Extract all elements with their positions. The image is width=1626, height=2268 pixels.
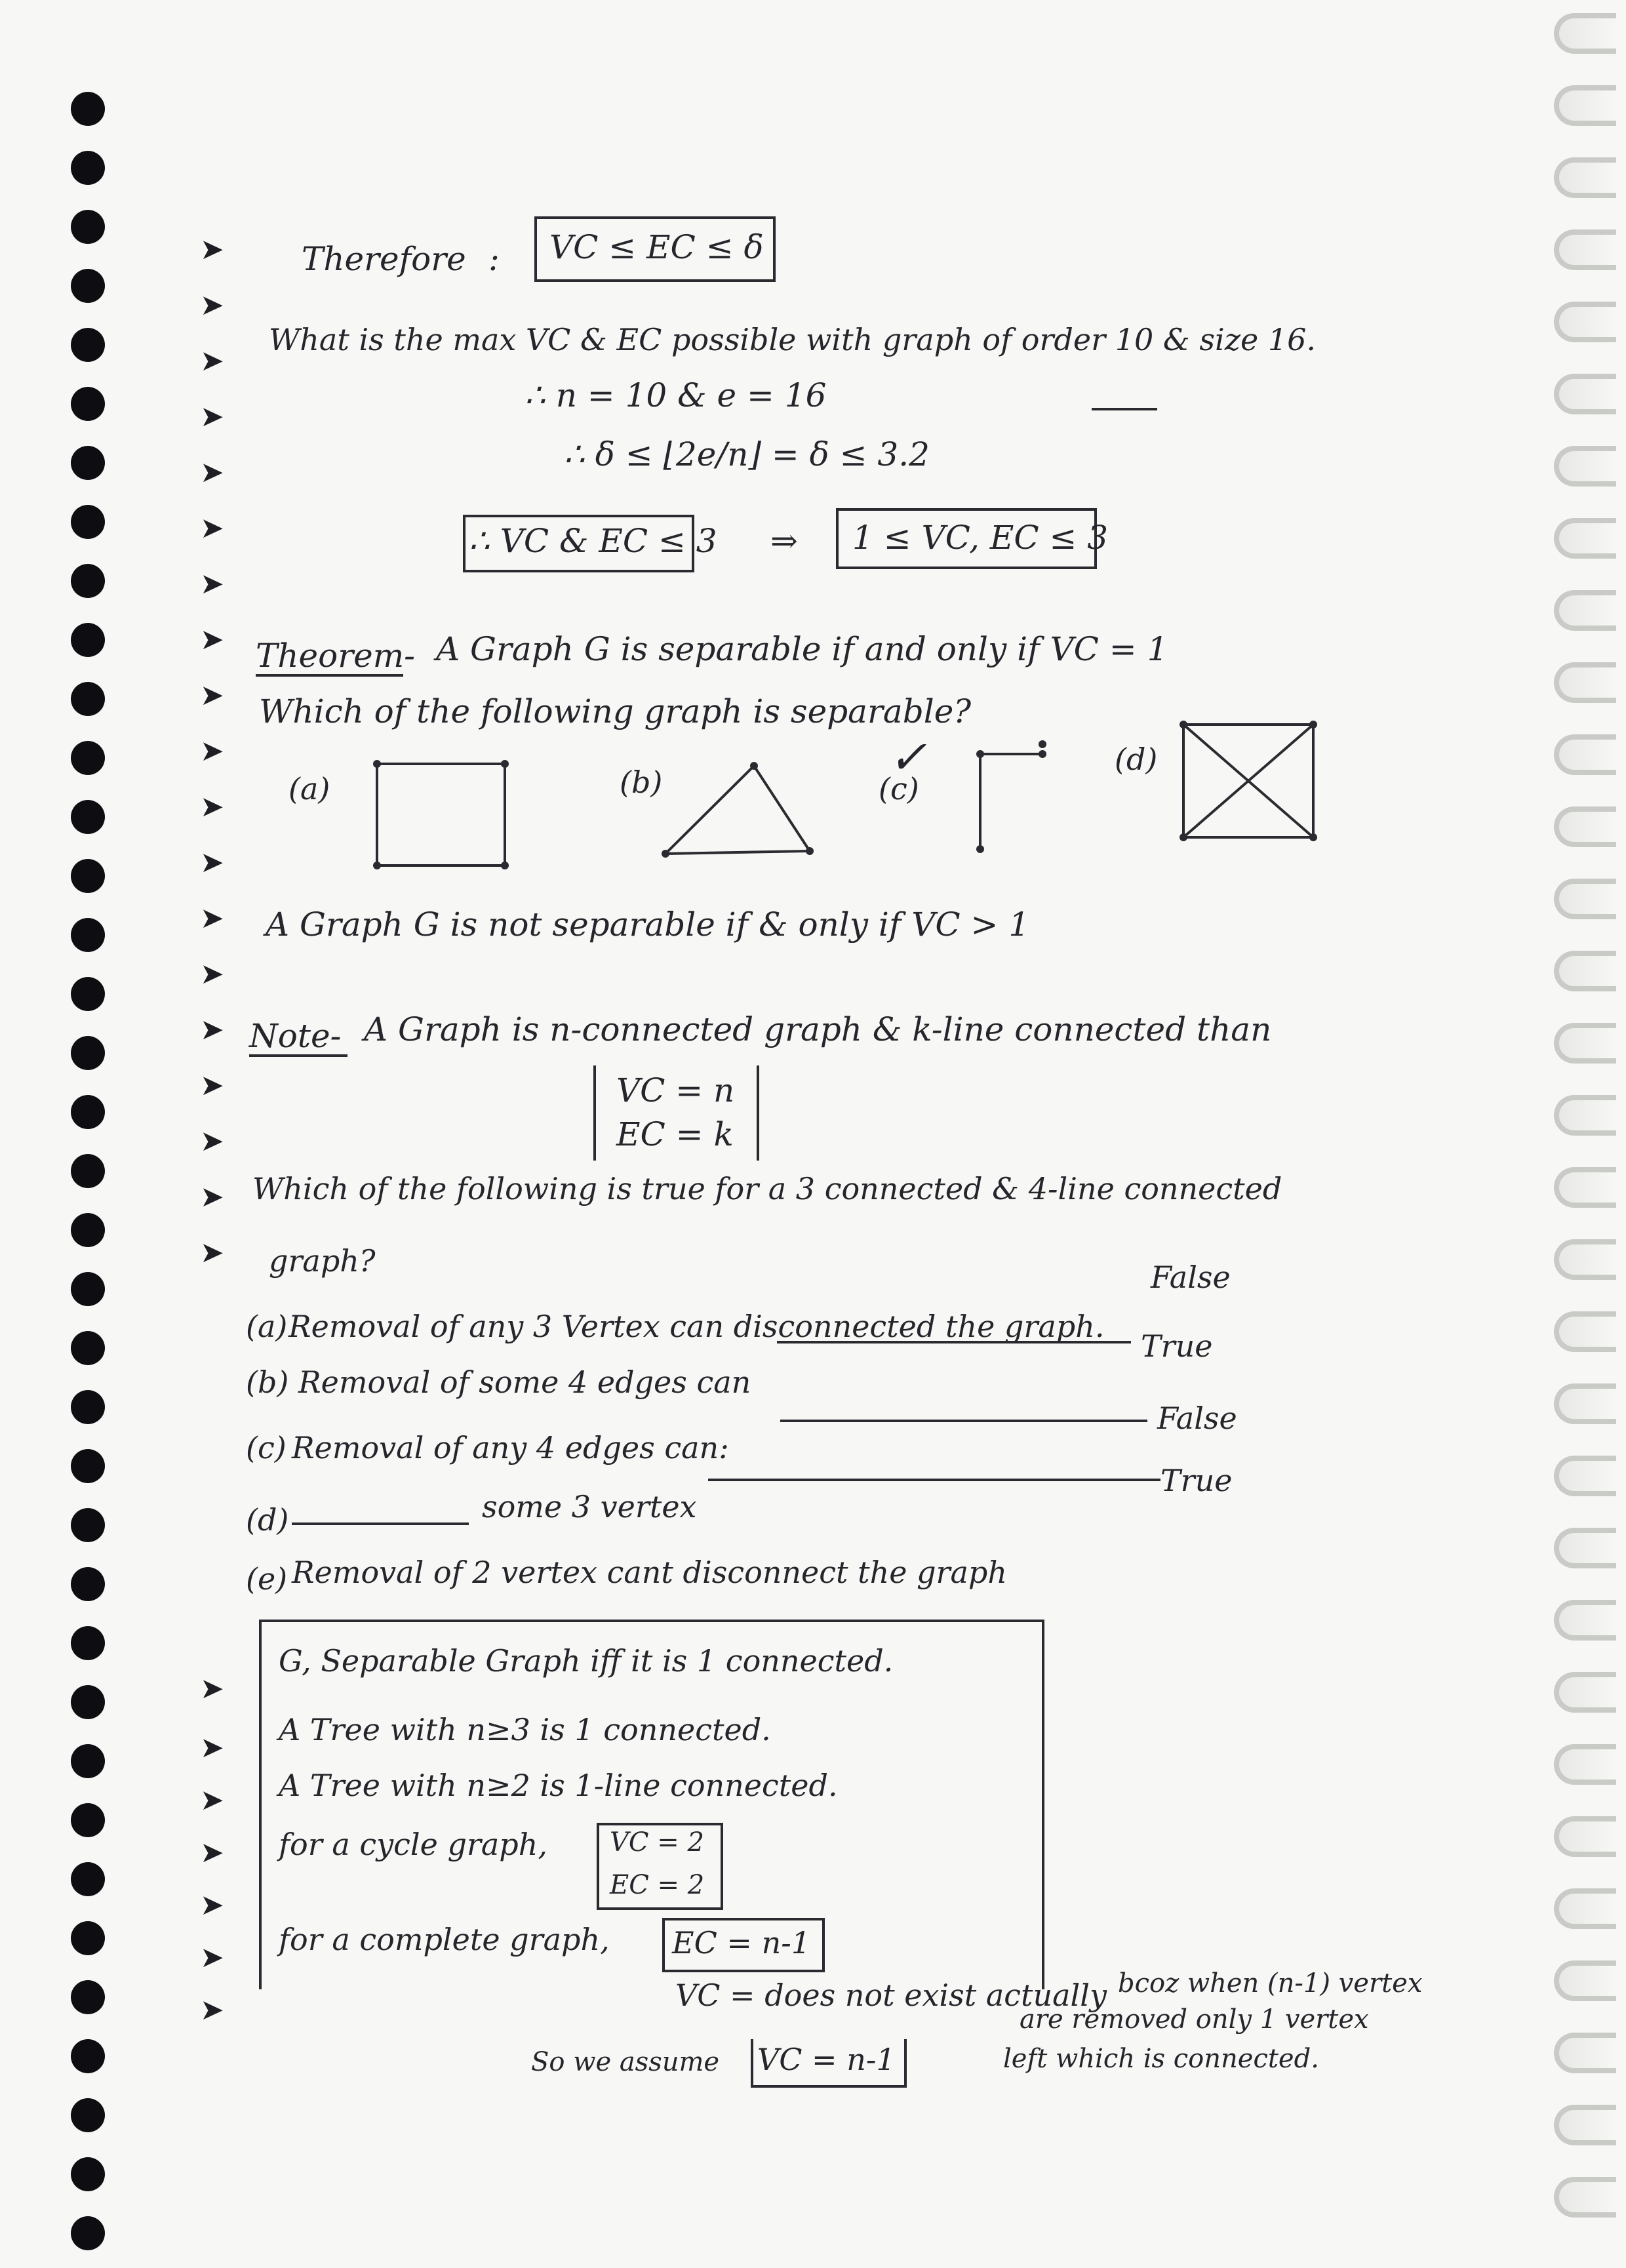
q3-option-d-verdict: True (1160, 1463, 1233, 1498)
binder-hole (71, 446, 105, 480)
spiral-coil (1554, 662, 1616, 703)
spiral-coil (1554, 13, 1616, 54)
margin-arrow-icon: ➤ (200, 1180, 224, 1214)
spiral-coil (1554, 590, 1616, 631)
q1-bound: ∴ δ ≤ ⌊2e/n⌋ = δ ≤ 3.2 (564, 435, 930, 473)
spiral-coil (1554, 1960, 1616, 2001)
q3-option-b-text: Removal of some 4 edges can (298, 1364, 751, 1400)
margin-arrow-icon: ➤ (200, 1731, 224, 1764)
theorem-text: A Graph G is separable if and only if VC = 1 (436, 630, 1168, 668)
binder-hole (71, 328, 105, 362)
spiral-coil (1554, 1311, 1616, 1352)
binder-hole (71, 2157, 105, 2191)
binder-hole (71, 210, 105, 244)
binder-hole (71, 505, 105, 539)
note-underline (249, 1054, 347, 1057)
assume-text: VC = n-1 (757, 2042, 896, 2077)
spiral-coil (1554, 1239, 1616, 1280)
binder-hole (71, 1862, 105, 1896)
binder-hole (71, 741, 105, 775)
margin-arrow-icon: ➤ (200, 233, 224, 266)
because-line-2: are removed only 1 vertex (1020, 2004, 1369, 2035)
note-ec: EC = k (616, 1115, 734, 1153)
binder-hole (71, 859, 105, 893)
spiral-coil (1554, 2033, 1616, 2073)
margin-arrow-icon: ➤ (200, 1836, 224, 1869)
spiral-coil (1554, 1816, 1616, 1857)
cycle-ec: EC = 2 (610, 1870, 705, 1900)
binder-hole (71, 623, 105, 657)
q3-option-a-text: Removal of any 3 Vertex can disconnected the graph. (288, 1309, 1105, 1344)
inequality-text: VC ≤ EC ≤ δ (549, 228, 764, 266)
spiral-coil (1554, 951, 1616, 991)
graph-rectangle-figure (374, 761, 511, 872)
spiral-coil (1554, 1167, 1616, 1208)
q3-option-a-label: (a) (246, 1309, 288, 1344)
spiral-coil (1554, 1456, 1616, 1496)
binder-hole (71, 1567, 105, 1601)
therefore-label: Therefore (302, 240, 466, 278)
margin-arrow-icon: ➤ (200, 734, 224, 768)
spiral-coil (1554, 374, 1616, 414)
margin-arrow-icon: ➤ (200, 623, 224, 656)
binder-hole (71, 269, 105, 303)
q3-option-c-label: (c) (246, 1430, 287, 1465)
binder-hole (71, 1213, 105, 1247)
margin-arrow-icon: ➤ (200, 1888, 224, 1922)
spiral-coil (1554, 1744, 1616, 1785)
margin-arrow-icon: ➤ (200, 456, 224, 489)
binder-hole (71, 387, 105, 421)
margin-arrow-icon: ➤ (200, 288, 224, 322)
spiral-coil (1554, 1672, 1616, 1713)
option-a-label: (a) (288, 771, 330, 806)
q1-result-text: ∴ VC & EC ≤ 3 (469, 522, 717, 560)
margin-arrow-icon: ➤ (200, 1236, 224, 1269)
margin-arrow-icon: ➤ (200, 344, 224, 378)
spiral-coil (1554, 85, 1616, 126)
binder-hole (71, 682, 105, 716)
spiral-coil (1554, 806, 1616, 847)
q3-question-line2: graph? (269, 1243, 376, 1279)
summary-item-5: for a complete graph, (279, 1922, 610, 1957)
binder-hole (71, 1685, 105, 1719)
q3-option-e-label: (e) (246, 1561, 288, 1597)
binder-hole (71, 1744, 105, 1778)
spiral-coil (1554, 446, 1616, 487)
margin-arrow-icon: ➤ (200, 1783, 224, 1817)
theorem-underline (256, 674, 403, 677)
binder-hole (71, 1508, 105, 1542)
binder-hole (71, 2216, 105, 2250)
q3-option-b-verdict: True (1141, 1328, 1213, 1364)
binder-hole (71, 1921, 105, 1955)
margin-arrow-icon: ➤ (200, 902, 224, 935)
margin-arrow-icon: ➤ (200, 790, 224, 824)
q1-given: ∴ n = 10 & e = 16 (525, 376, 827, 414)
binder-hole (71, 151, 105, 185)
binder-hole (71, 1272, 105, 1306)
margin-arrow-icon: ➤ (200, 511, 224, 545)
q3-option-d-line-left (292, 1522, 469, 1525)
binder-hole (71, 1095, 105, 1129)
q3-option-c-text: Removal of any 4 edges can: (292, 1430, 729, 1465)
graph-triangle-figure (662, 761, 820, 859)
binder-hole (71, 2039, 105, 2073)
spiral-coil (1554, 879, 1616, 919)
margin-arrow-icon: ➤ (200, 1124, 224, 1158)
q1-underline (1092, 408, 1157, 410)
spiral-coil (1554, 734, 1616, 775)
because-line-3: left which is connected. (1003, 2044, 1319, 2074)
binder-hole (71, 1803, 105, 1837)
binder-hole (71, 977, 105, 1011)
spiral-coil (1554, 1095, 1616, 1136)
margin-arrow-icon: ➤ (200, 679, 224, 712)
margin-arrow-icon: ➤ (200, 1069, 224, 1102)
q3-option-d-text: some 3 vertex (482, 1489, 697, 1524)
margin-arrow-icon: ➤ (200, 1672, 224, 1705)
q3-option-b-label: (b) (246, 1364, 289, 1400)
binder-hole (71, 1154, 105, 1188)
note-text: A Graph is n-connected graph & k-line connected than (364, 1010, 1272, 1048)
spiral-coil (1554, 157, 1616, 198)
spiral-coil (1554, 2105, 1616, 2145)
margin-arrow-icon: ➤ (200, 1013, 224, 1046)
q2-question: Which of the following graph is separable? (259, 692, 972, 730)
option-c-label: (c) (879, 771, 919, 806)
margin-arrows (200, 0, 226, 2268)
summary-item-1: G, Separable Graph iff it is 1 connected. (279, 1643, 894, 1679)
graph-square-diagonals-figure (1180, 721, 1318, 843)
spiral-coil (1554, 302, 1616, 342)
q3-option-d-label: (d) (246, 1502, 289, 1538)
assume-label: So we assume (531, 2047, 720, 2077)
spiral-coil (1554, 1600, 1616, 1641)
spiral-coil (1554, 2177, 1616, 2218)
margin-arrow-icon: ➤ (200, 1993, 224, 2027)
margin-arrow-icon: ➤ (200, 567, 224, 601)
spiral-binding (1541, 0, 1626, 2268)
checkmark-icon: ✓ (888, 730, 927, 784)
vc-note: VC = does not exist actually (675, 1978, 1107, 2013)
spiral-coil (1554, 1023, 1616, 1064)
q3-question-line1: Which of the following is true for a 3 connected & 4-line connected (252, 1171, 1282, 1206)
because-line-1: bcoz when (n-1) vertex (1118, 1968, 1423, 1999)
note-label: Note- (249, 1017, 342, 1055)
binder-hole (71, 1449, 105, 1483)
binder-hole (71, 800, 105, 834)
spiral-coil (1554, 1383, 1616, 1424)
binder-hole (71, 2098, 105, 2132)
q3-option-d-line-right (708, 1479, 1160, 1481)
q3-option-e-text: Removal of 2 vertex cant disconnect the graph (292, 1555, 1007, 1590)
cycle-vc: VC = 2 (610, 1827, 704, 1858)
complete-ec: EC = n-1 (672, 1925, 810, 1960)
graph-path-figure (970, 741, 1049, 852)
spiral-coil (1554, 229, 1616, 270)
spiral-coil (1554, 518, 1616, 559)
margin-arrow-icon: ➤ (200, 400, 224, 433)
q1-final-text: 1 ≤ VC, EC ≤ 3 (852, 519, 1109, 557)
binder-hole (71, 92, 105, 126)
binder-hole (71, 1390, 105, 1424)
binder-hole (71, 918, 105, 952)
colon: : (488, 240, 500, 278)
spiral-coil (1554, 1528, 1616, 1568)
margin-arrow-icon: ➤ (200, 846, 224, 879)
margin-arrow-icon: ➤ (200, 957, 224, 991)
binder-hole (71, 1980, 105, 2014)
q1-implies: ⇒ (770, 522, 798, 560)
q3-option-b-line (777, 1341, 1131, 1343)
q1-question: What is the max VC & EC possible with graph of order 10 & size 16. (269, 322, 1316, 357)
summary-item-3: A Tree with n≥2 is 1-line connected. (279, 1768, 838, 1803)
not-separable-text: A Graph G is not separable if & only if VC > 1 (266, 905, 1030, 944)
note-vc: VC = n (616, 1071, 735, 1109)
binder-holes (71, 0, 110, 2268)
q3-option-c-line (780, 1420, 1147, 1422)
q3-option-a-verdict: False (1151, 1260, 1231, 1295)
summary-item-4: for a cycle graph, (279, 1827, 548, 1862)
binder-hole (71, 564, 105, 598)
q3-option-c-verdict: False (1157, 1401, 1237, 1436)
spiral-coil (1554, 1888, 1616, 1929)
option-d-label: (d) (1115, 742, 1158, 777)
summary-item-2: A Tree with n≥3 is 1 connected. (279, 1712, 771, 1747)
binder-hole (71, 1036, 105, 1070)
theorem-label: Theorem- (256, 637, 416, 675)
margin-arrow-icon: ➤ (200, 1941, 224, 1974)
binder-hole (71, 1331, 105, 1365)
binder-hole (71, 1626, 105, 1660)
option-b-label: (b) (620, 765, 663, 800)
